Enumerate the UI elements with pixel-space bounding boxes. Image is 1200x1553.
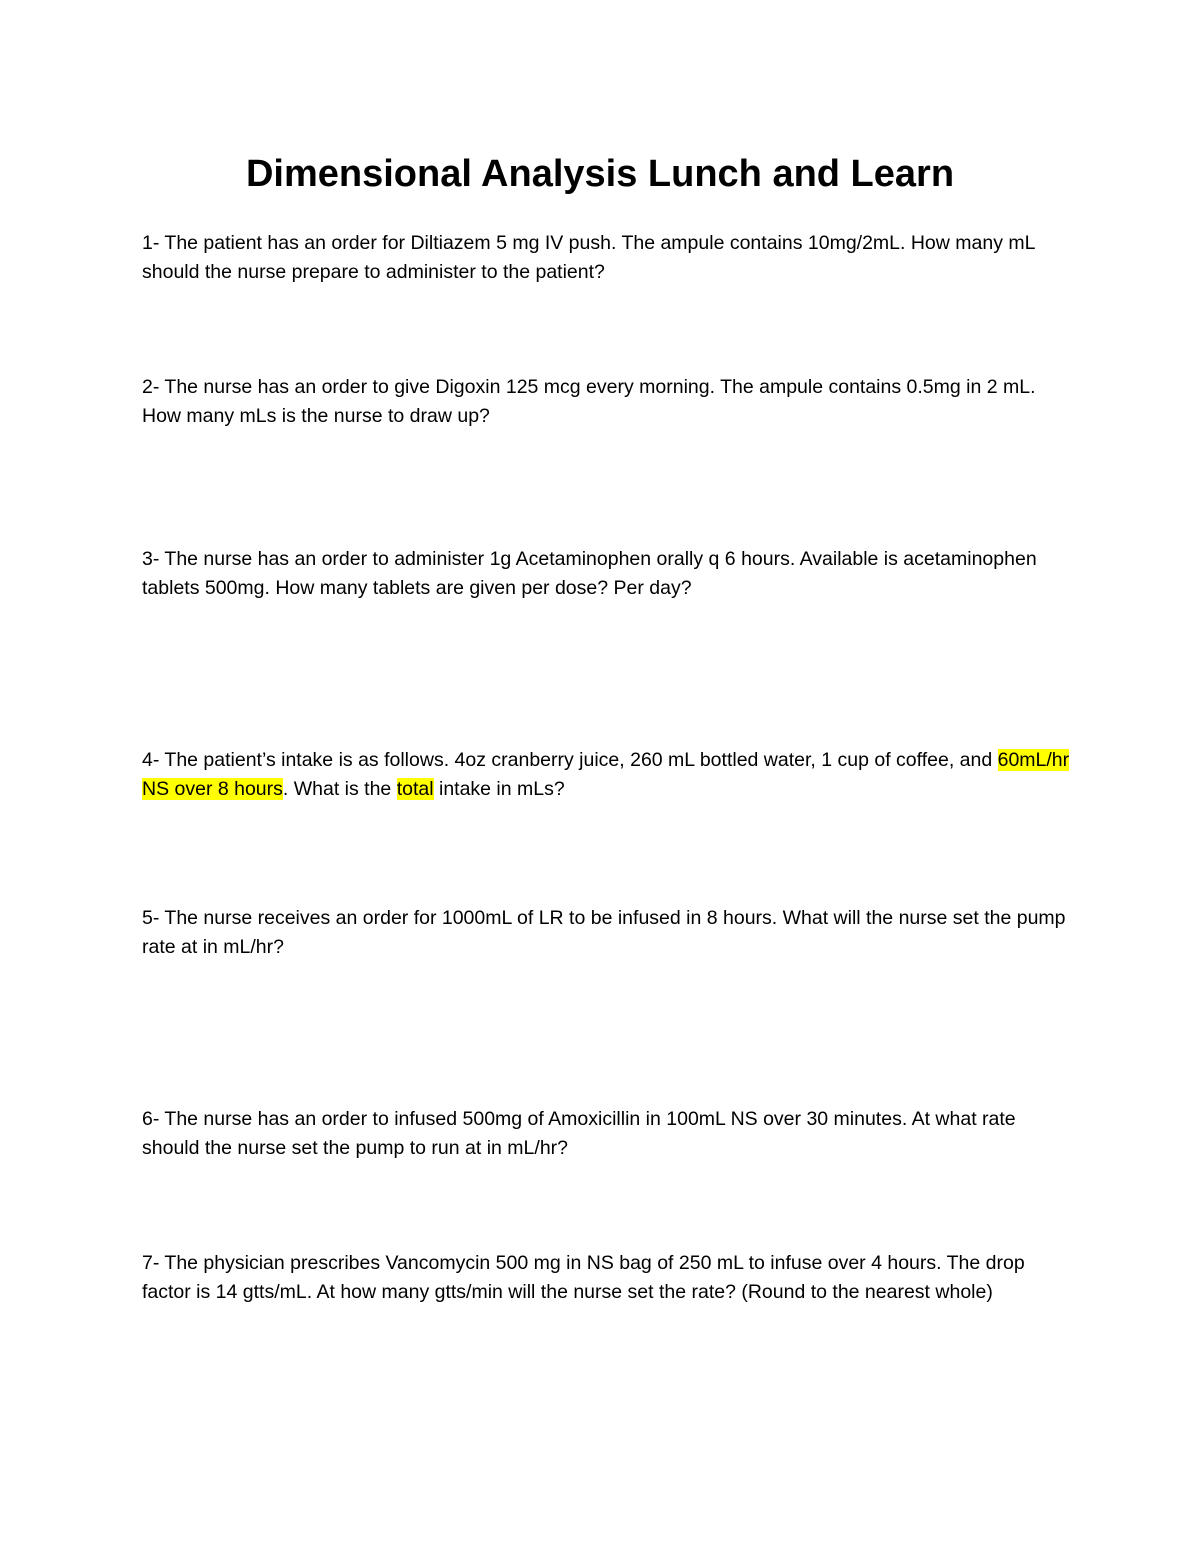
question-5: 5- The nurse receives an order for 1000mL of LR to be infused in 8 hours. What will the nurse set the pump rate at in mL/hr? — [142, 907, 1066, 958]
question-2: 2- The nurse has an order to give Digoxin 125 mcg every morning. The ampule contains 0.5mg in 2 mL. How many mLs is the nurse to draw up? — [142, 376, 1036, 427]
highlighted-text-total: total — [396, 778, 434, 800]
question-7: 7- The physician prescribes Vancomycin 500 mg in NS bag of 250 mL to infuse over 4 hours. The drop factor is 14 gtts/mL. At how many gtts/min will the nurse set the rate? (Round to the nearest whole) — [142, 1252, 1025, 1303]
question-4-text-part-1: 4- The patient’s intake is as follows. 4oz cranberry juice, 260 mL bottled water, 1 cup of coffee, and — [142, 749, 998, 771]
question-4 — [142, 746, 1072, 804]
question-4-text-part-2: . What is the — [282, 778, 397, 800]
page-title: Dimensional Analysis Lunch and Learn — [245, 153, 955, 195]
question-3: 3- The nurse has an order to administer 1g Acetaminophen orally q 6 hours. Available is acetaminophen tablets 500mg. How many tablets are given per dose? Per day? — [142, 548, 1037, 599]
highlighted-text-iv-rate: 60mL/hr NS over 8 hours — [142, 749, 1070, 800]
question-6: 6- The nurse has an order to infused 500mg of Amoxicillin in 100mL NS over 30 minutes. At what rate should the nurse set the pump to run at in mL/hr? — [142, 1108, 1016, 1159]
question-4-text-part-3: intake in mLs? — [433, 778, 565, 800]
question-1: 1- The patient has an order for Diltiazem 5 mg IV push. The ampule contains 10mg/2mL. How many mL should the nurse prepare to administer to the patient? — [142, 232, 1035, 283]
